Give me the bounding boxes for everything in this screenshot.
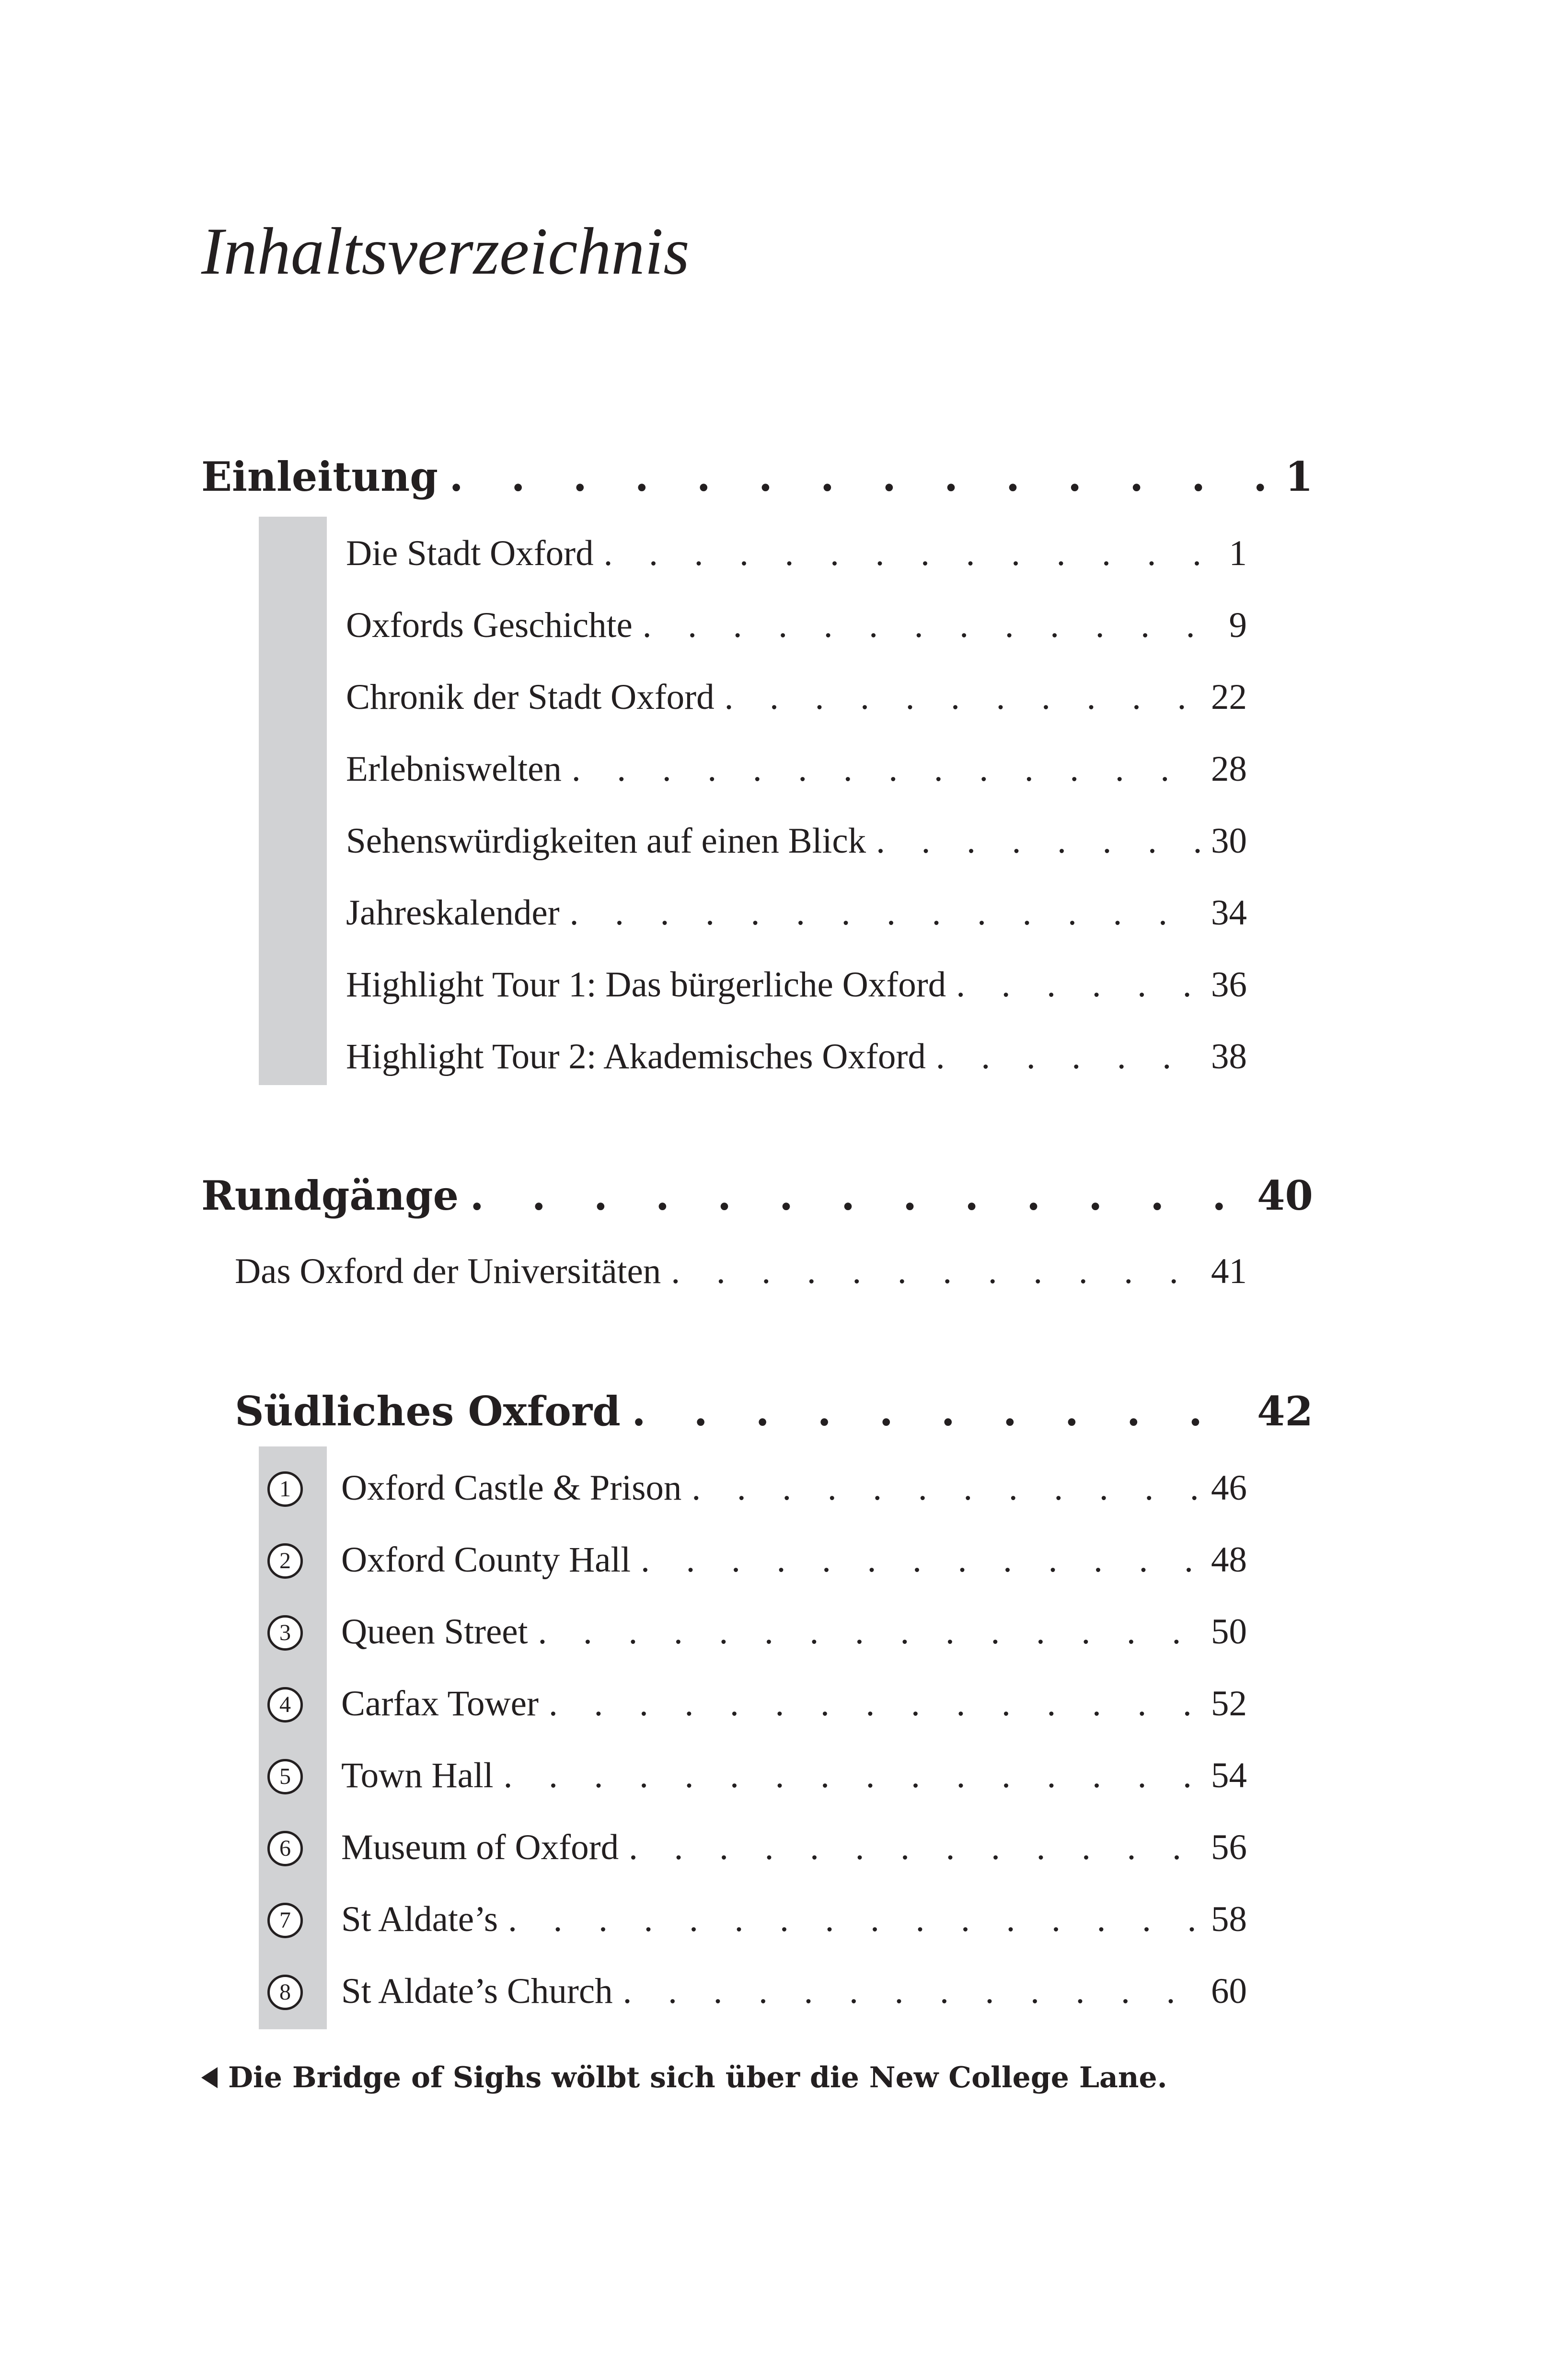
section-heading-einleitung[interactable] <box>201 451 1313 503</box>
toc-entry[interactable] <box>341 1534 1247 1586</box>
page-number: 48 <box>1211 1540 1247 1580</box>
page-number: 1 <box>1229 533 1247 573</box>
dot-leader <box>560 887 1206 939</box>
toc-entry[interactable] <box>346 527 1247 580</box>
entry-label: Highlight Tour 1: Das bürgerliche Oxford <box>346 965 946 1005</box>
dot-leader <box>528 1606 1205 1658</box>
page-number: 22 <box>1211 677 1247 717</box>
toc-entry[interactable] <box>341 1821 1247 1874</box>
section-heading-suedliches-oxford[interactable] <box>235 1385 1313 1438</box>
page-number: 30 <box>1211 821 1247 861</box>
page-number: 52 <box>1211 1684 1247 1723</box>
page-number: 9 <box>1229 605 1247 645</box>
toc-entry[interactable] <box>346 743 1247 796</box>
entry-label: St Aldate’s Church <box>341 1971 613 2011</box>
page-number: 46 <box>1211 1468 1247 1508</box>
toc-entry[interactable] <box>346 887 1247 939</box>
circled-number-icon: 7 <box>267 1903 303 1938</box>
toc-entry[interactable] <box>341 1606 1247 1658</box>
dot-leader <box>498 1893 1206 1946</box>
entry-label: Oxford County Hall <box>341 1540 631 1580</box>
circled-number-icon: 3 <box>267 1615 303 1651</box>
entry-label: Erlebniswelten <box>346 749 562 789</box>
toc-entry[interactable] <box>346 815 1247 867</box>
dot-leader <box>661 1245 1205 1298</box>
dot-leader <box>866 815 1206 867</box>
entry-label: Das Oxford der Universitäten <box>235 1251 661 1291</box>
dot-leader <box>631 1534 1206 1586</box>
entry-label: Oxford Castle & Prison <box>341 1468 682 1508</box>
section-heading-label: Einleitung <box>201 453 438 500</box>
circled-number-icon: 2 <box>267 1543 303 1579</box>
circled-number-icon: 1 <box>267 1471 303 1507</box>
entry-label: St Aldate’s <box>341 1899 498 1939</box>
entry-label: Town Hall <box>341 1756 494 1795</box>
section-heading-label: Südliches Oxford <box>235 1388 621 1435</box>
dot-leader <box>633 599 1224 652</box>
entry-label: Museum of Oxford <box>341 1827 619 1867</box>
dot-leader <box>594 527 1224 580</box>
dot-leader <box>539 1677 1206 1730</box>
page-number: 40 <box>1257 1172 1313 1219</box>
circled-number-icon: 6 <box>267 1831 303 1866</box>
toc-entry[interactable] <box>341 1893 1247 1946</box>
dot-leader <box>562 743 1206 796</box>
toc-entry[interactable] <box>346 959 1247 1011</box>
page-number: 41 <box>1211 1251 1247 1291</box>
dot-leader <box>681 1462 1205 1515</box>
entry-label: Jahreskalender <box>346 893 560 933</box>
dot-leader <box>946 959 1206 1011</box>
page-number: 58 <box>1211 1899 1247 1939</box>
page-number: 54 <box>1211 1756 1247 1795</box>
dot-leader <box>715 671 1206 724</box>
entry-label: Highlight Tour 2: Akademisches Oxford <box>346 1037 926 1076</box>
toc-entry[interactable] <box>346 671 1247 724</box>
page-title: Inhaltsverzeichnis <box>201 214 690 289</box>
circled-number-icon: 4 <box>267 1687 303 1723</box>
circled-number-icon: 8 <box>267 1975 303 2010</box>
entry-label: Queen Street <box>341 1612 528 1652</box>
page-number: 60 <box>1211 1971 1247 2011</box>
dot-leader <box>613 1965 1206 2018</box>
toc-entry[interactable] <box>341 1965 1247 2018</box>
page-number: 1 <box>1285 453 1313 500</box>
page-number: 50 <box>1211 1612 1247 1652</box>
entry-label: Die Stadt Oxford <box>346 533 594 573</box>
page-number: 28 <box>1211 749 1247 789</box>
page-number: 56 <box>1211 1827 1247 1867</box>
dot-leader <box>438 451 1279 503</box>
dot-leader <box>459 1169 1251 1222</box>
toc-entry[interactable] <box>346 599 1247 652</box>
toc-entry[interactable] <box>235 1245 1247 1298</box>
caption-text: Die Bridge of Sighs wölbt sich über die New College Lane. <box>228 2061 1167 2094</box>
image-caption <box>201 2061 1167 2094</box>
page-number: 42 <box>1257 1388 1313 1435</box>
page-number: 36 <box>1211 965 1247 1005</box>
circled-number-icon: 5 <box>267 1759 303 1794</box>
entry-label: Chronik der Stadt Oxford <box>346 677 715 717</box>
toc-entry[interactable] <box>346 1030 1247 1083</box>
entry-label: Carfax Tower <box>341 1684 539 1723</box>
dot-leader <box>619 1821 1206 1874</box>
section-heading-rundgaenge[interactable] <box>201 1169 1313 1222</box>
page-number: 34 <box>1211 893 1247 933</box>
dot-leader <box>621 1385 1251 1438</box>
toc-entry[interactable] <box>341 1677 1247 1730</box>
left-triangle-icon <box>201 2067 218 2088</box>
entry-label: Oxfords Geschichte <box>346 605 633 645</box>
entry-label: Sehenswürdigkeiten auf einen Blick <box>346 821 866 861</box>
section-side-bar <box>259 1446 327 2029</box>
section-side-bar <box>259 517 327 1085</box>
toc-entry[interactable] <box>341 1462 1247 1515</box>
dot-leader <box>494 1749 1206 1802</box>
toc-entry[interactable] <box>341 1749 1247 1802</box>
section-heading-label: Rundgänge <box>201 1172 459 1219</box>
page-number: 38 <box>1211 1037 1247 1076</box>
dot-leader <box>926 1030 1206 1083</box>
